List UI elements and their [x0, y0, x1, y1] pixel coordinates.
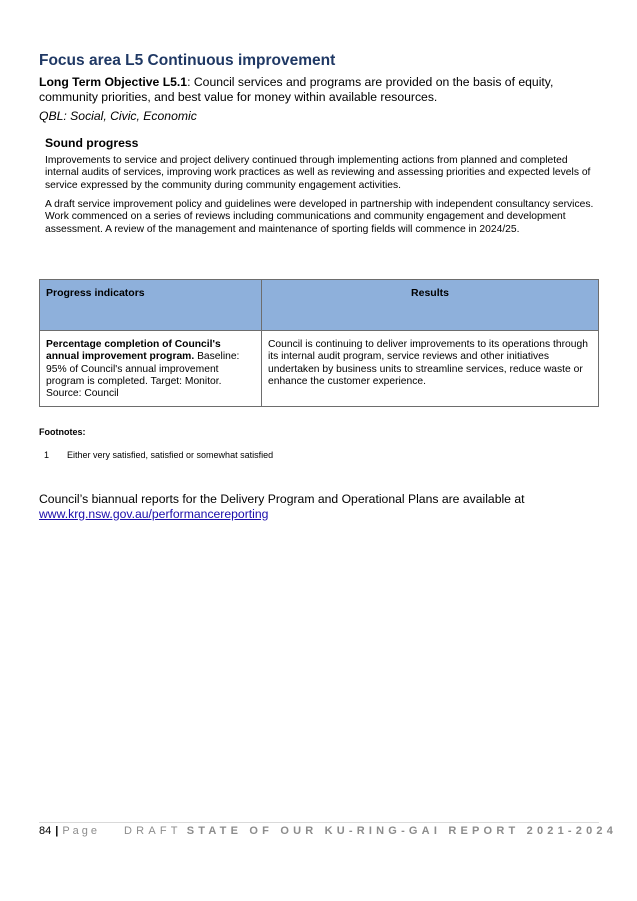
reports-paragraph [39, 492, 599, 521]
report-title: STATE OF OUR KU-RING-GAI REPORT 2021-2024 [186, 825, 618, 837]
performance-reporting-link[interactable]: www.krg.nsw.gov.au/performancereporting [39, 506, 269, 521]
header-progress-indicators: Progress indicators [40, 280, 262, 331]
page-footer [39, 825, 618, 837]
footnote-text: Either very satisfied, satisfied or somewhat satisfied [67, 450, 274, 460]
sound-progress-heading: Sound progress [45, 136, 139, 150]
table-row [40, 331, 599, 407]
footer-divider [39, 822, 599, 823]
objective-label: Long Term Objective L5.1 [39, 75, 188, 89]
sound-progress-paragraph-1: Improvements to service and project delivery continued through implementing actions from planned and completed internal audits of services, improving work practices as well as reviewing and assessing priorities and expected levels of service expressed by the community during community engagement activities. [45, 155, 591, 191]
qbl-line: QBL: Social, Civic, Economic [39, 109, 197, 123]
indicator-cell [40, 331, 262, 407]
indicator-title: Percentage completion of Council's annual improvement program. [46, 339, 221, 363]
page-label: Page [62, 825, 101, 837]
footer-separator: | [55, 825, 59, 837]
objective-statement [39, 75, 599, 104]
sound-progress-paragraph-2: A draft service improvement policy and guidelines were developed in partnership with independent consultancy services. Work commenced on a series of reviews including communications and community engagement and development assessment. A review of the management and maintenance of sporting fields will commence in 2024/25. [45, 199, 594, 235]
draft-label: DRAFT [124, 825, 182, 837]
page-title: Focus area L5 Continuous improvement [39, 52, 336, 69]
page-number: 84 [39, 825, 52, 837]
progress-indicators-table [39, 279, 599, 407]
result-cell: Council is continuing to deliver improvements to its operations through its internal audit program, service reviews and other initiatives undertaken by business units to streamline services, reduce waste or enhance the customer experience. [262, 331, 599, 407]
footnote-number: 1 [44, 450, 50, 460]
reports-text: Council’s biannual reports for the Delivery Program and Operational Plans are available at [39, 492, 525, 506]
indicator-details: Baseline: 95% of Council's annual improvement program is completed. Target: Monitor. Source: Council [46, 351, 240, 400]
header-results: Results [262, 280, 599, 331]
table-header-row [40, 280, 599, 331]
footnotes-label: Footnotes: [39, 427, 86, 437]
objective-text: : Council services and programs are provided on the basis of equity, community priorities, and best value for money within available resources. [39, 75, 554, 104]
footnote-item [44, 450, 273, 460]
